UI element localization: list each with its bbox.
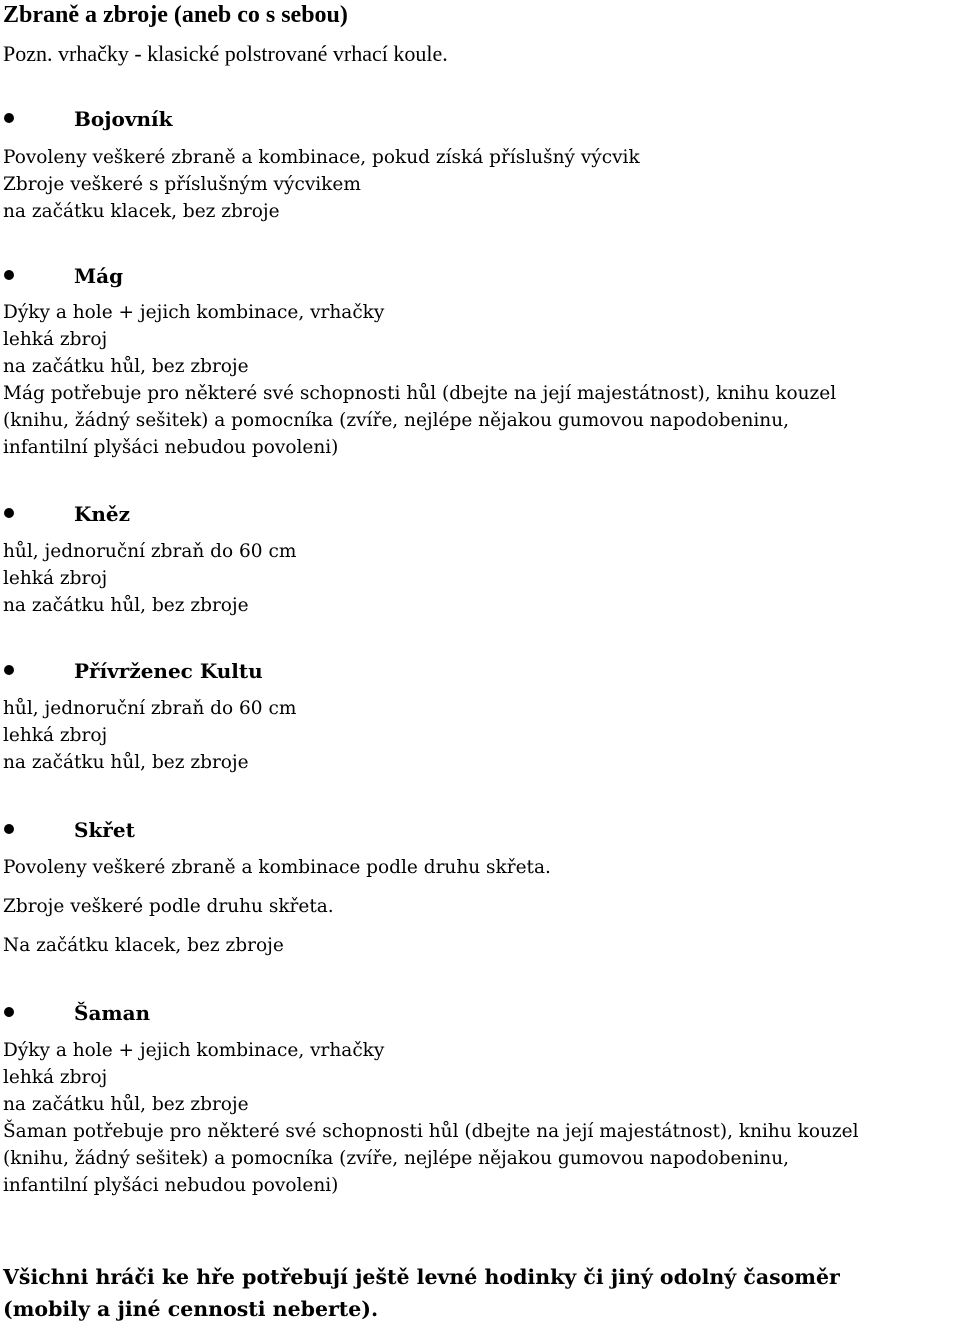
closing-note-line: (mobily a jiné cennosti neberte).: [3, 1297, 379, 1321]
section-body: [3, 538, 959, 619]
section-heading: [3, 261, 959, 291]
text-line: (knihu, žádný sešitek) a pomocníka (zvíře, nejlépe nějakou gumovou napodobeninu,: [3, 1148, 789, 1169]
text-line: lehká zbroj: [3, 329, 108, 350]
intro-note: Pozn. vrhačky - klasické polstrované vrhací koule.: [3, 41, 448, 66]
text-line: Zbroje veškeré podle druhu skřeta.: [3, 896, 334, 917]
section-title: Přívrženec Kultu: [74, 659, 263, 683]
section-body: [3, 695, 959, 776]
text-line: lehká zbroj: [3, 725, 108, 746]
section-heading: [3, 815, 959, 845]
section-heading: [3, 104, 959, 134]
text-line: na začátku hůl, bez zbroje: [3, 1094, 249, 1115]
bullet-icon: [4, 1007, 14, 1017]
text-line: na začátku hůl, bez zbroje: [3, 595, 249, 616]
closing-note: [3, 1261, 840, 1325]
text-line: Šaman potřebuje pro některé své schopnosti hůl (dbejte na její majestátnost), knihu kouzel: [3, 1121, 859, 1142]
bullet-icon: [4, 665, 14, 675]
text-line: (knihu, žádný sešitek) a pomocníka (zvíře, nejlépe nějakou gumovou napodobeninu,: [3, 410, 789, 431]
section-mag: [3, 261, 959, 461]
text-line: Povoleny veškeré zbraně a kombinace, pokud získá příslušný výcvik: [3, 147, 640, 168]
section-title: Skřet: [74, 818, 135, 842]
document: [3, 0, 959, 1199]
text-line: Povoleny veškeré zbraně a kombinace podle druhu skřeta.: [3, 857, 551, 878]
text-line: Na začátku klacek, bez zbroje: [3, 935, 284, 956]
section-knez: [3, 499, 959, 619]
text-line: Zbroje veškeré s příslušným výcvikem: [3, 174, 361, 195]
section-body: [3, 1037, 959, 1199]
bullet-icon: [4, 508, 14, 518]
section-skret: [3, 815, 959, 965]
section-body: [3, 848, 959, 965]
text-line: infantilní plyšáci nebudou povoleni): [3, 437, 339, 458]
section-heading: [3, 998, 959, 1028]
text-line: Dýky a hole + jejich kombinace, vrhačky: [3, 302, 385, 323]
bullet-icon: [4, 270, 14, 280]
section-body: [3, 299, 959, 461]
section-heading: [3, 656, 959, 686]
text-line: infantilní plyšáci nebudou povoleni): [3, 1175, 339, 1196]
text-line: na začátku hůl, bez zbroje: [3, 752, 249, 773]
page-title: Zbraně a zbroje (aneb co s sebou): [3, 2, 348, 28]
text-line: Mág potřebuje pro některé své schopnosti hůl (dbejte na její majestátnost), knihu kouzel: [3, 383, 837, 404]
section-title: Mág: [74, 264, 124, 288]
text-line: lehká zbroj: [3, 568, 108, 589]
section-saman: [3, 998, 959, 1199]
section-title: Kněz: [74, 502, 131, 526]
text-line: na začátku hůl, bez zbroje: [3, 356, 249, 377]
bullet-icon: [4, 824, 14, 834]
section-title: Šaman: [74, 1001, 151, 1025]
text-line: hůl, jednoruční zbraň do 60 cm: [3, 541, 297, 562]
text-line: Dýky a hole + jejich kombinace, vrhačky: [3, 1040, 385, 1061]
section-title: Bojovník: [74, 107, 173, 131]
section-bojovnik: [3, 104, 959, 225]
section-privrzenec-kultu: [3, 656, 959, 776]
bullet-icon: [4, 113, 14, 123]
text-line: hůl, jednoruční zbraň do 60 cm: [3, 698, 297, 719]
text-line: lehká zbroj: [3, 1067, 108, 1088]
text-line: na začátku klacek, bez zbroje: [3, 201, 280, 222]
section-heading: [3, 499, 959, 529]
section-body: [3, 144, 959, 225]
closing-note-line: Všichni hráči ke hře potřebují ještě levné hodinky či jiný odolný časoměr: [3, 1265, 840, 1289]
